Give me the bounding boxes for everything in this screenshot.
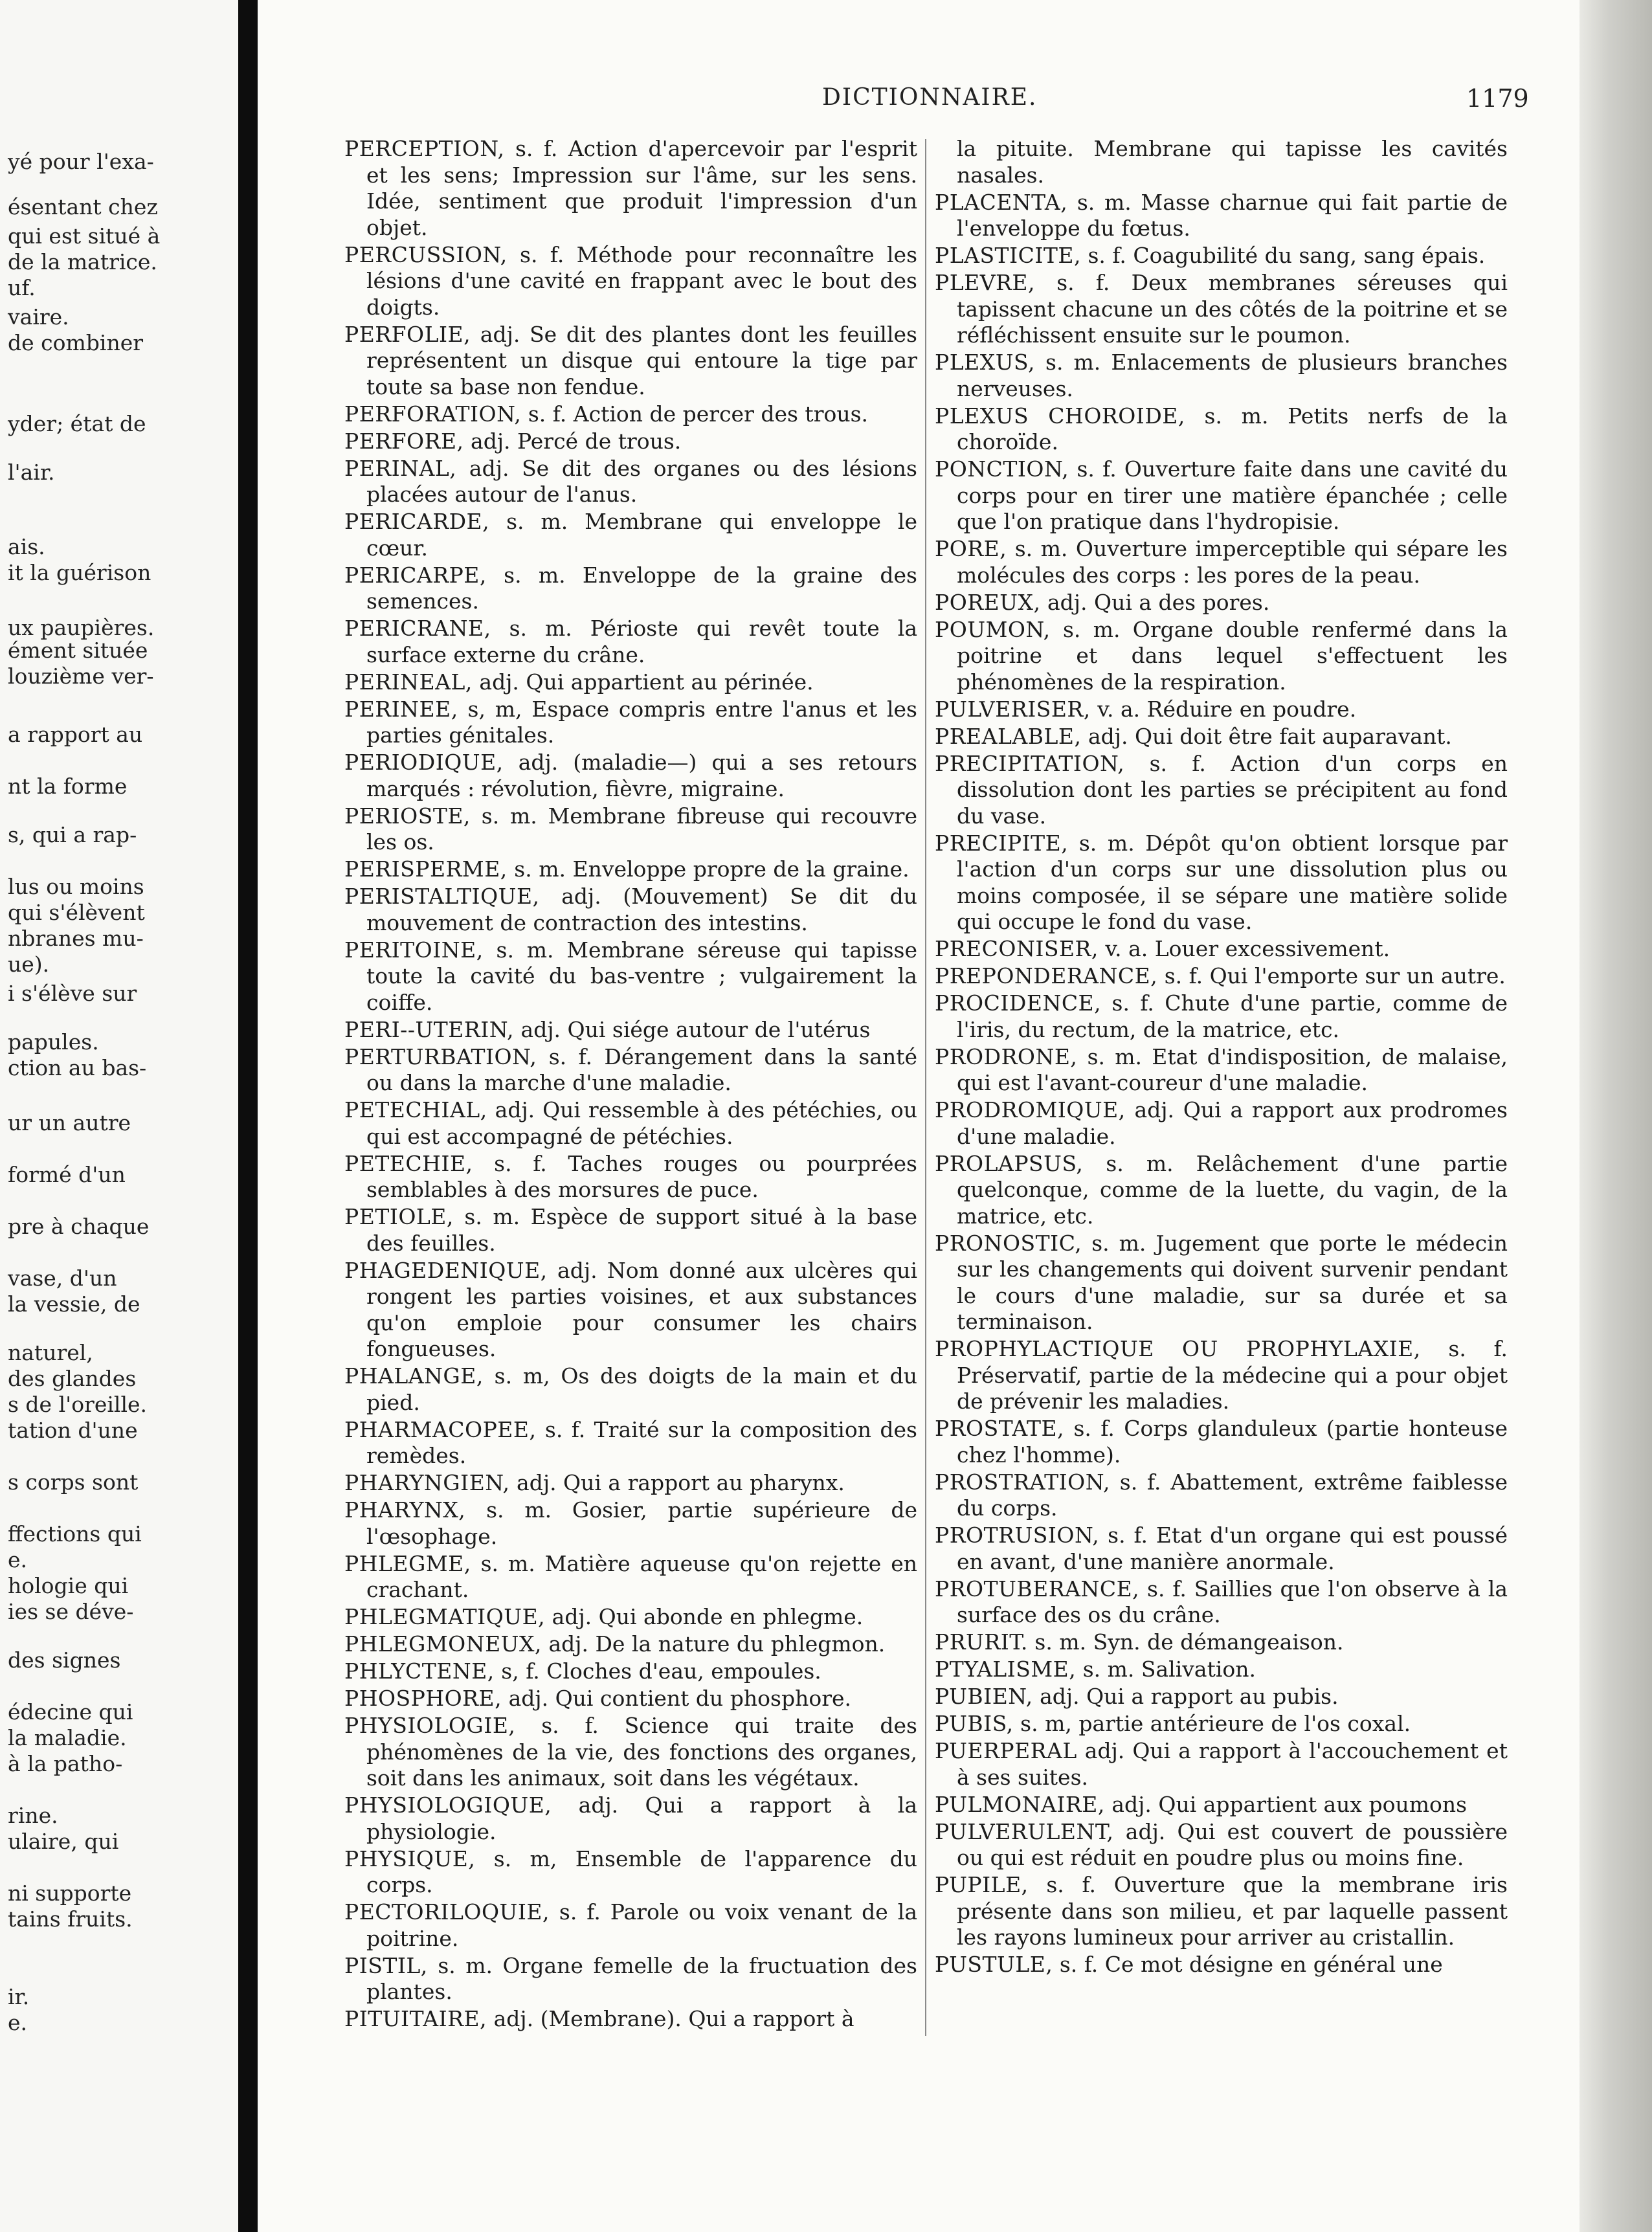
entry-headword: PROSTATE, xyxy=(935,1416,1065,1441)
entry-headword: PERINAL, xyxy=(344,455,457,481)
prev-page-text: tation d'une xyxy=(8,1418,138,1443)
entry-definition: s. f. Traité sur la composition des remèdes. xyxy=(366,1416,917,1468)
page-number: 1179 xyxy=(1466,84,1529,113)
dictionary-entry xyxy=(935,1738,1508,1791)
prev-page-text: ur un autre xyxy=(8,1110,131,1135)
entry-headword: PHOSPHORE, xyxy=(344,1686,502,1711)
dictionary-entry xyxy=(344,884,917,936)
entry-definition: s. m. Membrane fibreuse qui recouvre les os. xyxy=(366,803,917,854)
dictionary-entry xyxy=(344,136,917,241)
entry-definition: la pituite. Membrane qui tapisse les cavités nasales. xyxy=(957,136,1508,188)
prev-page-text: rine. xyxy=(8,1803,58,1828)
entry-headword: PHLEGMATIQUE, xyxy=(344,1604,546,1629)
entry-headword: PHARYNX, xyxy=(344,1497,466,1523)
dictionary-entry xyxy=(935,243,1508,269)
entry-definition: s. f. Préservatif, partie de la médecine qui a pour objet de prévenir les maladies. xyxy=(957,1336,1508,1414)
prev-page-text: i s'élève sur xyxy=(8,981,137,1006)
entry-definition: s. f. Méthode pour reconnaître les lésions d'une cavité en frappant avec le bout des doigts. xyxy=(366,241,917,320)
entry-definition: s. f. Abattement, extrême faiblesse du corps. xyxy=(957,1469,1508,1521)
entry-headword: PRODRONE, xyxy=(935,1043,1078,1069)
dictionary-entry xyxy=(344,1097,917,1150)
entry-definition: adj. Qui contient du phosphore. xyxy=(508,1686,852,1711)
entry-headword: PERICRANE, xyxy=(344,616,491,641)
dictionary-entry xyxy=(344,1417,917,1469)
entry-headword: PHARYNGIEN, xyxy=(344,1470,510,1495)
entry-definition: s. m. Enveloppe propre de la graine. xyxy=(514,856,910,882)
entry-definition: adj. Se dit des organes ou des lésions placées autour de l'anus. xyxy=(366,455,917,507)
dictionary-entry xyxy=(344,429,917,455)
entry-headword: PERI--UTERIN, xyxy=(344,1016,515,1042)
prev-page-text: ulaire, qui xyxy=(8,1829,119,1854)
entry-headword: PRODROMIQUE, xyxy=(935,1097,1126,1122)
entry-headword: PROLAPSUS, xyxy=(935,1150,1084,1176)
entry-definition: s. f. Ouverture faite dans une cavité du corps pour en tirer une matière épanchée ; celle que l'on pratique dans l'hydropisie. xyxy=(957,456,1508,534)
dictionary-entry xyxy=(935,1952,1508,1978)
dictionary-entry xyxy=(935,590,1508,616)
entry-definition: s. m. Organe double renfermé dans la poitrine et dans lequel s'effectuent les phénomènes de la respiration. xyxy=(957,616,1508,695)
prev-page-text: ffections qui xyxy=(8,1521,142,1546)
entry-definition: s. m. Syn. de démangeaison. xyxy=(1034,1629,1344,1655)
dictionary-entry xyxy=(344,322,917,401)
entry-headword: PHYSIQUE, xyxy=(344,1846,476,1871)
entry-definition: adj. Qui a rapport à la physiologie. xyxy=(366,1792,917,1844)
entry-headword: PRONOSTIC, xyxy=(935,1230,1082,1256)
entry-definition: s. f. Qui l'emporte sur un autre. xyxy=(1164,963,1506,988)
prev-page-text: hologie qui xyxy=(8,1573,129,1598)
entry-headword: PLEXUS, xyxy=(935,350,1035,375)
entry-headword: PHLEGMONEUX, xyxy=(344,1631,542,1657)
dictionary-entry xyxy=(344,1899,917,1952)
dictionary-entry xyxy=(935,1711,1508,1737)
dictionary-entry xyxy=(935,456,1508,535)
entry-headword: PERFORATION, xyxy=(344,401,522,427)
entry-definition: s. f. Etat d'un organe qui est poussé en avant, d'une manière anormale. xyxy=(957,1523,1508,1574)
entry-definition: s. f. Ce mot désigne en général une xyxy=(1059,1952,1443,1977)
prev-page-text: lus ou moins xyxy=(8,874,144,899)
entry-headword: PETECHIE, xyxy=(344,1150,473,1176)
prev-page-text: s corps sont xyxy=(8,1469,139,1495)
entry-headword: PHAGEDENIQUE, xyxy=(344,1257,548,1283)
prev-page-text: de combiner xyxy=(8,330,144,355)
right-column xyxy=(935,136,1508,1979)
entry-headword: PULMONAIRE, xyxy=(935,1791,1105,1817)
prev-page-text: la vessie, de xyxy=(8,1291,140,1317)
dictionary-entry xyxy=(344,1551,917,1603)
dictionary-entry xyxy=(344,1017,917,1043)
entry-definition: s. m. Dépôt qu'on obtient lorsque par l'action d'un corps sur une dissolution plus ou moins composée, il se sépare une matière solide qui occupe le fond du vase. xyxy=(957,830,1508,934)
dictionary-entry xyxy=(344,1686,917,1712)
dictionary-entry xyxy=(935,1044,1508,1097)
prev-page-text: e. xyxy=(8,2010,28,2035)
entry-definition: adj. Qui ressemble à des pétéchies, ou qui est accompagné de pétéchies. xyxy=(366,1097,917,1149)
entry-definition: s. f. Deux membranes séreuses qui tapissent chacune un des côtés de la poitrine et se réfléchissent ensuite sur le poumon. xyxy=(957,270,1508,348)
entry-headword: PECTORILOQUIE, xyxy=(344,1899,550,1925)
entry-definition: adj. Qui abonde en phlegme. xyxy=(552,1604,864,1629)
entry-headword: PUERPERAL xyxy=(935,1738,1077,1763)
dictionary-entry xyxy=(935,831,1508,935)
dictionary-entry xyxy=(935,403,1508,456)
dictionary-entry xyxy=(935,536,1508,588)
entry-definition: s. f. Ouverture que la membrane iris présente dans son milieu, et par laquelle passent les rayons lumineux pour arriver au cristallin. xyxy=(957,1872,1508,1950)
prev-page-text: vaire. xyxy=(8,304,69,329)
dictionary-entry xyxy=(935,1872,1508,1951)
dictionary-entry xyxy=(344,1953,917,2005)
entry-definition: s. f. Coagubilité du sang, sang épais. xyxy=(1088,243,1486,268)
entry-definition: s. m. Membrane séreuse qui tapisse toute la cavité du bas-ventre ; vulgairement la coiffe. xyxy=(366,937,917,1015)
entry-headword: PERISTALTIQUE, xyxy=(344,884,540,909)
dictionary-entry xyxy=(935,1684,1508,1710)
prev-page-text: qui est situé à xyxy=(8,223,161,249)
dictionary-entry xyxy=(344,1044,917,1097)
dictionary-entry xyxy=(935,963,1508,990)
entry-definition: adj. Qui doit être fait auparavant. xyxy=(1088,723,1452,749)
dictionary-entry xyxy=(935,1097,1508,1150)
entry-definition: s. m. Salivation. xyxy=(1082,1657,1256,1682)
dictionary-entry xyxy=(935,350,1508,402)
dictionary-entry xyxy=(935,1231,1508,1335)
entry-headword: PUBIS, xyxy=(935,1711,1014,1736)
entry-headword: PREPONDERANCE, xyxy=(935,963,1158,988)
entry-definition: adj. Qui a rapport aux prodromes d'une maladie. xyxy=(957,1097,1508,1149)
entry-headword: PETIOLE, xyxy=(344,1204,454,1229)
dictionary-entry xyxy=(344,456,917,508)
left-column xyxy=(344,136,917,2033)
column-rule xyxy=(925,139,926,2036)
entry-headword: PUSTULE, xyxy=(935,1952,1053,1977)
prev-page-text: ais. xyxy=(8,534,45,559)
dictionary-entry xyxy=(344,1631,917,1658)
running-title: DICTIONNAIRE. xyxy=(822,84,1038,111)
entry-definition: s. m. Masse charnue qui fait partie de l'enveloppe du fœtus. xyxy=(957,189,1508,241)
entry-headword: PROTRUSION, xyxy=(935,1523,1100,1548)
entry-definition: adj. Percé de trous. xyxy=(471,428,682,454)
dictionary-entry xyxy=(935,1819,1508,1871)
entry-definition: s. m. Relâchement d'une partie quelconque, comme de la luette, du vagin, de la matrice, etc. xyxy=(957,1150,1508,1229)
dictionary-entry xyxy=(344,563,917,615)
entry-headword: PROCIDENCE, xyxy=(935,990,1102,1016)
prev-page-text: louzième ver- xyxy=(8,664,154,689)
entry-definition: adj. De la nature du phlegmon. xyxy=(548,1631,886,1657)
dictionary-entry xyxy=(935,724,1508,750)
dictionary-entry xyxy=(935,1523,1508,1575)
prev-page-text: formé d'un xyxy=(8,1162,126,1187)
entry-headword: PROTUBERANCE, xyxy=(935,1576,1140,1601)
entry-headword: PISTIL, xyxy=(344,1952,428,1978)
entry-definition: adj. Qui appartient aux poumons xyxy=(1111,1791,1468,1817)
entry-definition: adj. (Membrane). Qui a rapport à xyxy=(493,2006,854,2031)
prev-page-text: à la patho- xyxy=(8,1751,123,1776)
entry-headword: PERFORE, xyxy=(344,428,464,454)
entry-definition: s. f. Corps glanduleux (partie honteuse chez l'homme). xyxy=(957,1416,1508,1468)
book-gutter xyxy=(238,0,258,2232)
prev-page-text: ni supporte xyxy=(8,1880,132,1906)
previous-page-fragment xyxy=(0,0,238,2232)
entry-definition: adj. Qui a rapport au pharynx. xyxy=(517,1470,845,1495)
dictionary-entry xyxy=(344,1204,917,1256)
entry-definition: s. f. Dérangement dans la santé ou dans la marche d'une maladie. xyxy=(366,1043,917,1095)
entry-headword: PROPHYLACTIQUE OU PROPHYLAXIE, xyxy=(935,1336,1421,1361)
dictionary-entry xyxy=(344,401,917,428)
entry-headword: PERISPERME, xyxy=(344,856,508,882)
dictionary-entry xyxy=(935,751,1508,830)
dictionary-entry xyxy=(344,1658,917,1685)
dictionary-entry xyxy=(344,2006,917,2033)
entry-headword: PERFOLIE, xyxy=(344,321,471,347)
entry-definition: adj. (maladie—) qui a ses retours marqués : révolution, fièvre, migraine. xyxy=(366,750,917,801)
entry-definition: s. m, partie antérieure de l'os coxal. xyxy=(1020,1711,1411,1736)
entry-headword: PERICARDE, xyxy=(344,509,490,534)
entry-headword: PHARMACOPEE, xyxy=(344,1416,537,1442)
prev-page-text: édecine qui xyxy=(8,1699,133,1724)
entry-headword: PETECHIAL, xyxy=(344,1097,487,1122)
entry-headword: PERTURBATION, xyxy=(344,1043,537,1069)
entry-definition: s. m, Os des doigts de la main et du pied. xyxy=(366,1363,917,1415)
entry-headword: PITUITAIRE, xyxy=(344,2006,487,2031)
entry-headword: PULVERISER, xyxy=(935,696,1091,722)
entry-headword: PLACENTA, xyxy=(935,189,1068,215)
dictionary-entry xyxy=(344,1713,917,1792)
entry-headword: PERIODIQUE, xyxy=(344,750,504,775)
entry-headword: POREUX, xyxy=(935,589,1041,615)
prev-page-text: l'air. xyxy=(8,460,55,485)
entry-headword: PHALANGE, xyxy=(344,1363,484,1389)
entry-definition: s. m. Petits nerfs de la choroïde. xyxy=(957,403,1508,454)
prev-page-text: a rapport au xyxy=(8,722,143,747)
dictionary-entry xyxy=(935,1336,1508,1415)
dictionary-entry xyxy=(935,1792,1508,1818)
entry-headword: PLASTICITE, xyxy=(935,243,1081,268)
entry-headword: PHLEGME, xyxy=(344,1550,471,1576)
entry-headword: PONCTION, xyxy=(935,456,1069,482)
prev-page-text: ésentant chez xyxy=(8,194,158,219)
dictionary-entry xyxy=(344,669,917,696)
dictionary-entry xyxy=(344,1846,917,1899)
entry-headword: PRECIPITATION, xyxy=(935,750,1125,776)
entry-headword: PUPILE, xyxy=(935,1872,1029,1897)
prev-page-text: ément située xyxy=(8,638,148,663)
prev-page-text: des glandes xyxy=(8,1366,137,1391)
entry-headword: PERICARPE, xyxy=(344,562,487,588)
entry-definition: adj. Nom donné aux ulcères qui rongent les parties voisines, et aux substances qu'on emploie pour consumer les chairs fongueuses. xyxy=(366,1257,917,1361)
prev-page-text: ue). xyxy=(8,952,50,977)
entry-definition: s. m. Enveloppe de la graine des semences. xyxy=(366,562,917,614)
entry-definition: s. m. Membrane qui enveloppe le cœur. xyxy=(366,509,917,561)
entry-definition: s. f. Chute d'une partie, comme de l'iris, du rectum, de la matrice, etc. xyxy=(957,990,1508,1042)
entry-headword: PERINEAL, xyxy=(344,669,473,695)
entry-definition: adj. Qui a rapport au pubis. xyxy=(1040,1684,1339,1709)
entry-headword: PHYSIOLOGIQUE, xyxy=(344,1792,552,1818)
dictionary-entry xyxy=(344,1258,917,1363)
entry-headword: PERINEE, xyxy=(344,696,458,722)
prev-page-text: qui s'élèvent xyxy=(8,900,145,925)
dictionary-entry xyxy=(344,1151,917,1203)
entry-definition: s. m, Ensemble de l'apparence du corps. xyxy=(366,1846,917,1897)
entry-definition: s. m. Espèce de support situé à la base des feuilles. xyxy=(366,1204,917,1256)
dictionary-entry xyxy=(935,136,1508,188)
entry-headword: PERCUSSION, xyxy=(344,241,508,267)
entry-definition: s. m. Ouverture imperceptible qui sépare les molécules des corps : les pores de la peau. xyxy=(957,536,1508,588)
dictionary-entry xyxy=(935,190,1508,242)
entry-definition: adj. Qui siége autour de l'utérus xyxy=(520,1016,871,1042)
prev-page-text: la maladie. xyxy=(8,1725,127,1750)
dictionary-entry xyxy=(344,1363,917,1416)
dictionary-entry xyxy=(935,1576,1508,1629)
prev-page-text: ux paupières. xyxy=(8,615,155,640)
dictionary-entry xyxy=(344,1792,917,1845)
entry-definition: s. f. Action d'apercevoir par l'esprit et les sens; Impression sur l'âme, sur les sens. Idée, sentiment que produit l'impression d'un objet. xyxy=(366,136,917,240)
entry-headword: PERIOSTE, xyxy=(344,803,471,829)
entry-definition: adj. Qui a rapport à l'accouchement et à ses suites. xyxy=(957,1738,1508,1790)
prev-page-text: e. xyxy=(8,1547,28,1572)
entry-headword: PORE, xyxy=(935,536,1007,561)
dictionary-entry xyxy=(344,1604,917,1631)
page-edge xyxy=(1579,0,1652,2232)
entry-definition: s. m. Gosier, partie supérieure de l'œsophage. xyxy=(366,1497,917,1549)
entry-definition: s. m. Etat d'indisposition, de malaise, qui est l'avant-coureur d'une maladie. xyxy=(957,1043,1508,1095)
entry-definition: s. m. Organe femelle de la fructuation des plantes. xyxy=(366,1952,917,2004)
entry-definition: adj. (Mouvement) Se dit du mouvement de contraction des intestins. xyxy=(366,884,917,935)
prev-page-text: de la matrice. xyxy=(8,249,157,274)
dictionary-entry xyxy=(935,617,1508,696)
dictionary-entry xyxy=(344,856,917,883)
dictionary-entry xyxy=(935,1629,1508,1656)
dictionary-entry xyxy=(344,1470,917,1497)
entry-definition: adj. Qui a des pores. xyxy=(1047,589,1270,615)
prev-page-text: nbranes mu- xyxy=(8,926,144,951)
entry-definition: s. f. Taches rouges ou pourprées semblables à des morsures de puce. xyxy=(366,1150,917,1202)
entry-definition: s. m. Jugement que porte le médecin sur les changements qui doivent survenir pendant le cours d'une maladie, sur sa durée et sa terminaison. xyxy=(957,1230,1508,1334)
prev-page-text: s, qui a rap- xyxy=(8,822,137,847)
entry-headword: PRECONISER, xyxy=(935,936,1099,961)
entry-definition: s. m. Enlacements de plusieurs branches nerveuses. xyxy=(957,350,1508,401)
dictionary-entry xyxy=(344,1497,917,1550)
prev-page-text: uf. xyxy=(8,275,36,300)
prev-page-text: ir. xyxy=(8,1984,30,2009)
entry-headword: POUMON, xyxy=(935,616,1051,642)
prev-page-text: pre à chaque xyxy=(8,1214,150,1239)
entry-headword: PULVERULENT, xyxy=(935,1818,1114,1844)
entry-definition: s. f. Action d'un corps en dissolution dont les parties se précipitent au fond du vase. xyxy=(957,750,1508,829)
prev-page-text: yé pour l'exa- xyxy=(8,149,154,174)
entry-headword: PLEXUS CHOROIDE, xyxy=(935,403,1185,429)
dictionary-entry xyxy=(935,936,1508,963)
entry-definition: s. m. Matière aqueuse qu'on rejette en crachant. xyxy=(366,1550,917,1602)
entry-definition: s. f. Science qui traite des phénomènes de la vie, des fonctions des organes, soit dans les animaux, soit dans les végétaux. xyxy=(366,1713,917,1791)
entry-definition: s, m, Espace compris entre l'anus et les parties génitales. xyxy=(366,696,917,748)
entry-headword: PHLYCTENE, xyxy=(344,1658,495,1684)
entry-headword: PERCEPTION, xyxy=(344,136,505,161)
prev-page-text: nt la forme xyxy=(8,774,128,799)
entry-headword: PTYALISME, xyxy=(935,1657,1077,1682)
entry-headword: PREALABLE, xyxy=(935,723,1082,749)
dictionary-entry xyxy=(344,937,917,1016)
entry-headword: PRURIT. xyxy=(935,1629,1028,1655)
dictionary-entry xyxy=(344,242,917,321)
prev-page-text: yder; état de xyxy=(8,411,146,436)
dictionary-entry xyxy=(935,1657,1508,1683)
prev-page-text: naturel, xyxy=(8,1340,93,1365)
entry-headword: PROSTRATION, xyxy=(935,1469,1110,1495)
entry-definition: s. f. Action de percer des trous. xyxy=(528,401,869,427)
entry-headword: PRECIPITE, xyxy=(935,830,1069,856)
entry-definition: adj. Qui est couvert de poussière ou qui est réduit en poudre plus ou moins fine. xyxy=(957,1818,1508,1870)
entry-definition: s, f. Cloches d'eau, empoules. xyxy=(501,1658,821,1684)
entry-headword: PLEVRE, xyxy=(935,270,1035,295)
prev-page-text: s de l'oreille. xyxy=(8,1392,148,1417)
dictionary-entry xyxy=(935,990,1508,1043)
dictionary-entry xyxy=(935,1151,1508,1230)
dictionary-entry xyxy=(935,1469,1508,1522)
dictionary-entry xyxy=(344,803,917,856)
entry-definition: s. f. Parole ou voix venant de la poitrine. xyxy=(366,1899,917,1951)
entry-definition: adj. Se dit des plantes dont les feuilles représentent un disque qui entoure la tige par toute sa base non fendue. xyxy=(366,321,917,399)
prev-page-text: it la guérison xyxy=(8,560,151,585)
dictionary-entry xyxy=(344,509,917,561)
prev-page-text: des signes xyxy=(8,1647,121,1673)
prev-page-text: ies se déve- xyxy=(8,1599,134,1624)
dictionary-entry xyxy=(935,270,1508,349)
dictionary-entry xyxy=(935,697,1508,723)
prev-page-text: tains fruits. xyxy=(8,1906,133,1932)
prev-page-text: ction au bas- xyxy=(8,1055,147,1080)
entry-definition: s. m. Périoste qui revêt toute la surface externe du crâne. xyxy=(366,616,917,667)
dictionary-entry xyxy=(935,1416,1508,1468)
dictionary-entry xyxy=(344,750,917,802)
entry-definition: v. a. Réduire en poudre. xyxy=(1097,696,1357,722)
entry-headword: PHYSIOLOGIE, xyxy=(344,1713,516,1738)
dictionary-entry xyxy=(344,697,917,749)
dictionary-entry xyxy=(344,616,917,668)
entry-definition: v. a. Louer excessivement. xyxy=(1105,936,1390,961)
prev-page-text: papules. xyxy=(8,1029,99,1055)
entry-definition: s. f. Saillies que l'on observe à la surface des os du crâne. xyxy=(957,1576,1508,1627)
prev-page-text: vase, d'un xyxy=(8,1266,117,1291)
entry-definition: adj. Qui appartient au périnée. xyxy=(479,669,814,695)
entry-headword: PUBIEN, xyxy=(935,1684,1033,1709)
entry-headword: PERITOINE, xyxy=(344,937,484,963)
